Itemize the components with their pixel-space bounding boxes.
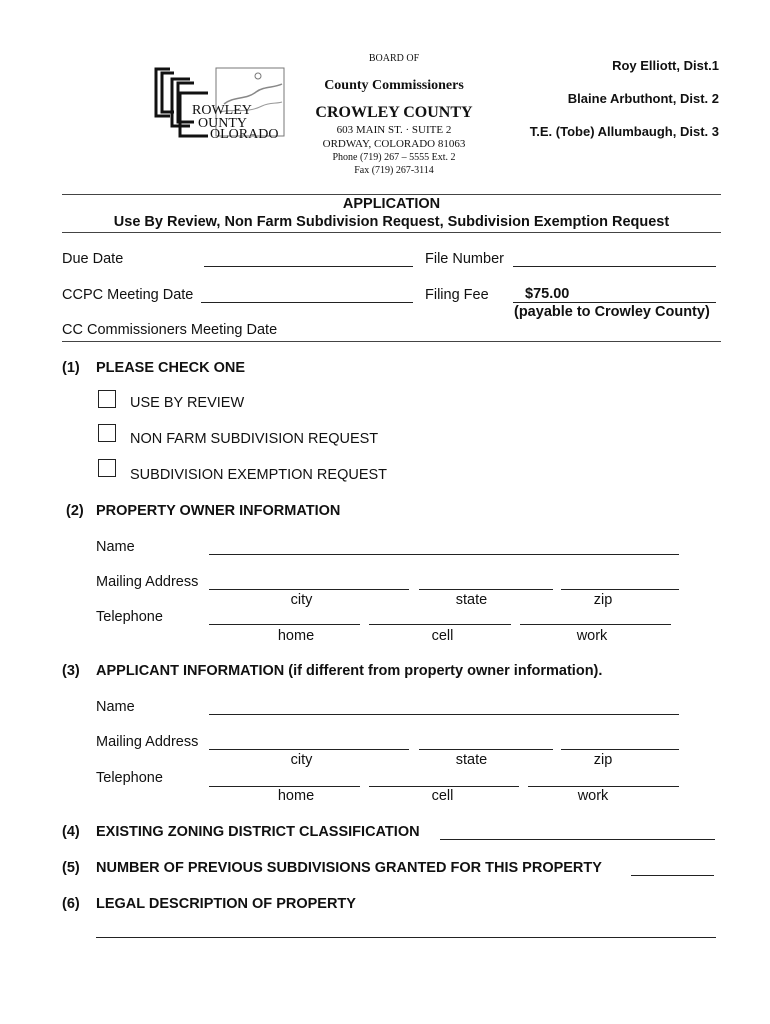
logo-text-1: ROWLEY [192,103,252,118]
checkbox-use-by-review[interactable] [98,390,116,408]
title-line-2: Use By Review, Non Farm Subdivision Request, Subdivision Exemption Request [113,214,670,230]
owner-home-phone-field[interactable] [209,624,360,625]
fee-amount: $75.00 [525,286,570,302]
applicant-city-field[interactable] [209,749,409,750]
section1-number: (1) [62,360,80,376]
owner-state-field[interactable] [419,589,553,590]
applicant-work-caption: work [577,788,609,804]
file-number-label: File Number [425,251,504,267]
owner-cell-caption: cell [431,628,454,644]
commissioner-1: Roy Elliott, Dist.1 [612,58,719,73]
cc-date-label: CC Commissioners Meeting Date [62,322,278,338]
fee-note: (payable to Crowley County) [514,304,710,320]
owner-telephone-label: Telephone [96,609,163,625]
section6-heading: LEGAL DESCRIPTION OF PROPERTY [96,896,356,912]
board-of: BOARD OF [368,53,420,64]
county-logo [154,66,286,142]
option-non-farm-subdivision: NON FARM SUBDIVISION REQUEST [130,431,379,447]
logo-text-3: OLORADO [210,127,279,142]
owner-work-phone-field[interactable] [520,624,671,625]
owner-state-caption: state [455,592,488,608]
applicant-zip-field[interactable] [561,749,679,750]
applicant-telephone-label: Telephone [96,770,163,786]
checkbox-subdivision-exemption[interactable] [98,459,116,477]
commissioner-2: Blaine Arbuthont, Dist. 2 [567,91,719,106]
title-line-1: APPLICATION [342,196,441,212]
legal-description-field[interactable] [96,937,716,938]
owner-zip-caption: zip [593,592,613,608]
fax: Fax (719) 267-3114 [354,165,434,176]
applicant-name-field[interactable] [209,714,679,715]
ccpc-date-field[interactable] [201,302,413,303]
file-number-field[interactable] [513,266,716,267]
title-divider [62,232,721,233]
previous-subdivisions-field[interactable] [631,875,714,876]
filing-fee-line [513,302,716,303]
address-line-2: ORDWAY, COLORADO 81063 [322,138,466,150]
owner-name-field[interactable] [209,554,679,555]
due-date-label: Due Date [62,251,124,267]
applicant-work-phone-field[interactable] [528,786,679,787]
section2-heading: PROPERTY OWNER INFORMATION [96,503,341,519]
applicant-mailing-label: Mailing Address [96,734,199,750]
owner-city-field[interactable] [209,589,409,590]
phone: Phone (719) 267 – 5555 Ext. 2 [332,152,456,163]
option-subdivision-exemption: SUBDIVISION EXEMPTION REQUEST [130,467,388,483]
zoning-classification-field[interactable] [440,839,715,840]
section4-heading: EXISTING ZONING DISTRICT CLASSIFICATION [96,824,420,840]
option-use-by-review: USE BY REVIEW [130,395,245,411]
fields-divider [62,341,721,342]
commissioner-3: T.E. (Tobe) Allumbaugh, Dist. 3 [529,124,719,139]
applicant-city-caption: city [290,752,313,768]
due-date-field[interactable] [204,266,413,267]
owner-work-caption: work [576,628,608,644]
owner-zip-field[interactable] [561,589,679,590]
ccpc-date-label: CCPC Meeting Date [62,287,194,303]
applicant-name-label: Name [96,699,135,715]
address-line-1: 603 MAIN ST. · SUITE 2 [336,124,452,136]
section3-heading: APPLICANT INFORMATION (if different from property owner information). [96,663,603,679]
owner-city-caption: city [290,592,313,608]
owner-name-label: Name [96,539,135,555]
applicant-zip-caption: zip [593,752,613,768]
owner-home-caption: home [277,628,315,644]
applicant-state-field[interactable] [419,749,553,750]
board-address-block [300,52,488,177]
applicant-home-caption: home [277,788,315,804]
owner-cell-phone-field[interactable] [369,624,511,625]
section2-number: (2) [66,503,84,519]
applicant-home-phone-field[interactable] [209,786,360,787]
filing-fee-label: Filing Fee [425,287,489,303]
section3-number: (3) [62,663,80,679]
applicant-state-caption: state [455,752,488,768]
owner-mailing-label: Mailing Address [96,574,199,590]
section1-heading: PLEASE CHECK ONE [96,360,246,376]
applicant-cell-caption: cell [431,788,454,804]
applicant-cell-phone-field[interactable] [369,786,519,787]
county-commissioners: County Commissioners [324,78,464,93]
header-divider [62,194,721,195]
section5-heading: NUMBER OF PREVIOUS SUBDIVISIONS GRANTED FOR THIS PROPERTY [96,860,602,876]
section6-number: (6) [62,896,80,912]
logo-text-2: OUNTY [198,116,247,131]
commissioners-list [530,58,719,140]
crowley-county: CROWLEY COUNTY [315,104,473,121]
section4-number: (4) [62,824,80,840]
section5-number: (5) [62,860,80,876]
checkbox-non-farm-subdivision[interactable] [98,424,116,442]
